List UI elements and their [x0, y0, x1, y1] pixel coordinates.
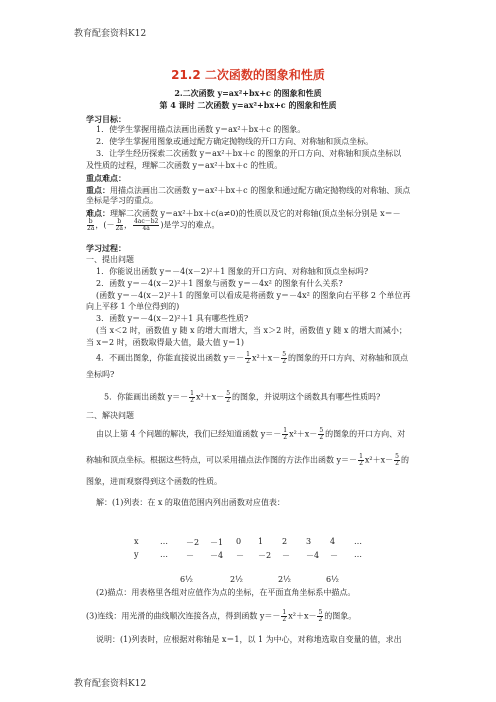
section-1: 一、提出问题 [86, 255, 134, 264]
key-point [86, 185, 426, 196]
question-3-note-cont: 当 x＝2 时，函数取得最大值，最大值 y＝1) [86, 338, 244, 347]
page-title: 21.2 二次函数的图象和性质 [171, 68, 325, 82]
subtitle-2: 第 4 课时 二次函数 y=ax²+bx+c 的图象和性质 [159, 100, 337, 110]
frac-b-2a-2: $\frac{b}{2a}$ [115, 218, 123, 232]
goals-heading: 学习目标： [86, 114, 126, 124]
frac-4ac: $\frac{4ac-b2}{4a}$ [133, 218, 159, 232]
goal-2: 2．使学生掌握用图象或通过配方确定抛物线的开口方向、对称轴和顶点坐标。 [96, 137, 374, 146]
difficulty-formula: $\frac{b}{2a}$ ，(－ $\frac{b}{2a}$ ， $\frac{4ac-b2}{4a}$ )是学习的难点。 [87, 218, 220, 232]
note-line: 说明：(1)列表时，应根据对称轴是 x＝1，以 1 为中心，对称地选取自变量的值，求出 [96, 635, 402, 644]
step-2: (2)描点：用表格里各组对应值作为点的坐标，在平面直角坐标系中描点。 [96, 588, 356, 597]
key-heading: 重点难点： [86, 173, 126, 183]
page-footer: 教育配套资料K12 [74, 679, 147, 689]
solution-step-1: 解：(1)列表：在 x 的取值范围内列出函数对应值表： [96, 498, 285, 507]
key-point-label: 重点： [86, 185, 110, 195]
subtitle-1: 2.二次函数 y=ax²+bx+c 的图象和性质 [174, 88, 322, 98]
goal-3-cont: 及性质的过程，理解二次函数 y＝ax²＋bx＋c 的性质。 [86, 161, 283, 170]
question-3-note: (当 x＜2 时，函数值 y 随 x 的增大而增大，当 x＞2 时，函数值 y 随 x 的增大而减小； [96, 326, 407, 335]
question-5: 5．你能画出函数 y＝－ $\frac{1}{2}$ x²＋x－ $\frac{5}{2}$ 的图象，并说明这个函数具有哪些性质吗? [104, 390, 381, 404]
question-2-note-cont: 向上平移 1 个单位得到的) [86, 302, 180, 311]
key-point-cont: 坐标是学习的重点。 [86, 196, 158, 205]
frac-b-2a: $\frac{b}{2a}$ [87, 218, 95, 232]
difficulty-text: 理解二次函数 y＝ax²＋bx＋c(a≠0)的性质以及它的对称轴(顶点坐标分别是 x＝－ [110, 209, 401, 218]
goal-1: 1．使学生掌握用描点法画出函数 y＝ax²＋bx＋c 的图象。 [96, 125, 306, 134]
solve-line-3: 图象，进而观察得到这个函数的性质。 [86, 477, 222, 486]
question-1: 1．你能说出函数 y＝－4(x－2)²＋1 图象的开口方向、对称轴和顶点坐标吗? [96, 267, 369, 276]
question-2: 2．函数 y＝－4(x－2)²＋1 图象与函数 y＝－4x² 的图象有什么关系? [96, 279, 343, 288]
solve-line-2: 称轴和顶点坐标。根据这些特点，可以采用描点法作图的方法作出函数 y＝－ $\frac{1}{2}$ x²＋x－ $\frac{5}{2}$ 的 [86, 453, 409, 467]
difficulty-label: 难点： [86, 208, 110, 218]
difficulty-tail: 是学习的难点。 [163, 220, 220, 230]
question-3: 3．函数 y＝－4(x－2)²＋1 具有哪些性质? [96, 314, 249, 323]
step-3: (3)连线：用光滑的曲线顺次连接各点，得到函数 y＝－ $\frac{1}{2}$ x²＋x－ $\frac{5}{2}$ 的图象。 [86, 609, 357, 623]
question-2-note: (函数 y＝－4(x－2)²＋1 的图象可以看成是将函数 y＝－4x² 的图象向右平移 2 个单位再 [96, 291, 411, 300]
process-heading: 学习过程： [86, 243, 126, 253]
key-point-text: 用描点法画出二次函数 y＝ax²＋bx＋c 的图象和通过配方确定抛物线的对称轴、顶点 [110, 186, 411, 195]
goal-3: 3．让学生经历探索二次函数 y＝ax²＋bx＋c 的图象的开口方向、对称轴和顶点坐标以 [96, 149, 402, 158]
question-4-cont: 坐标吗? [86, 370, 115, 379]
question-4: 4．不画出图象，你能直接说出函数 y＝－ $\frac{1}{2}$ x²＋x－ $\frac{5}{2}$ 的图象的开口方向、对称轴和顶点 [96, 351, 409, 365]
section-2: 二、解决问题 [86, 411, 134, 420]
page-header: 教育配套资料K12 [74, 29, 147, 39]
solve-line-1: 由以上第 4 个问题的解决，我们已经知道函数 y＝－ $\frac{1}{2}$ x²＋x－ $\frac{5}{2}$ 的图象的开口方向、对 [96, 427, 406, 441]
